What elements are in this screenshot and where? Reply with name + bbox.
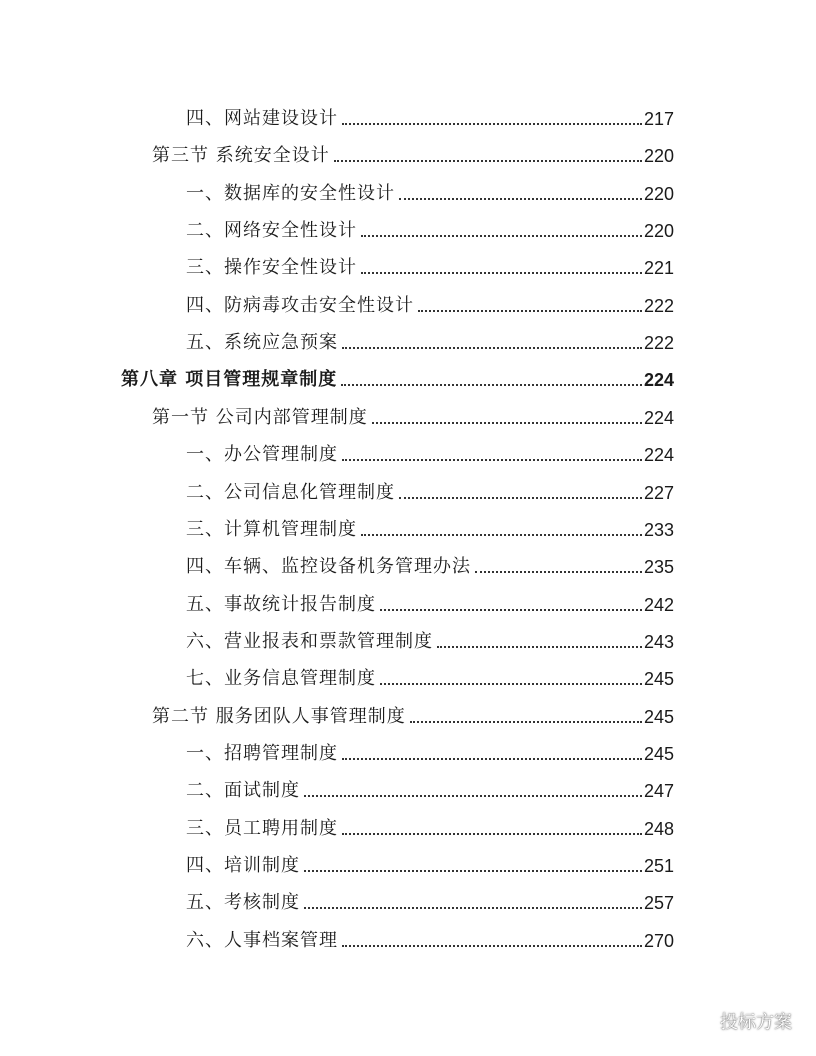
toc-entry[interactable]	[0, 324, 816, 354]
toc-entry-title: 五、事故统计报告制度	[186, 593, 376, 615]
wechat-icon	[688, 1010, 714, 1032]
toc-entry[interactable]	[0, 212, 816, 242]
toc-entry-title: 第八章 项目管理规章制度	[121, 369, 338, 391]
toc-entry[interactable]	[0, 474, 816, 504]
toc-entry[interactable]	[0, 511, 816, 541]
toc-entry-page-number: 270	[643, 930, 674, 951]
toc-entry[interactable]	[0, 660, 816, 690]
toc-entry-title: 六、营业报表和票款管理制度	[186, 630, 433, 652]
toc-dot-leader	[334, 160, 642, 162]
toc-entry-title: 四、网站建设设计	[186, 108, 338, 129]
toc-entry[interactable]	[0, 623, 816, 653]
toc-entry-title: 四、车辆、监控设备机务管理办法	[186, 556, 471, 578]
toc-dot-leader	[372, 422, 642, 424]
toc-entry[interactable]	[0, 548, 816, 578]
toc-entry-page-number: 222	[643, 295, 674, 316]
toc-dot-leader	[361, 235, 642, 237]
toc-entry-title: 第三节 系统安全设计	[152, 145, 330, 167]
toc-entry-page-number: 243	[643, 631, 674, 652]
toc-entry-title: 三、操作安全性设计	[186, 257, 357, 279]
toc-entry[interactable]	[0, 922, 816, 952]
toc-entry-page-number: 227	[643, 482, 674, 503]
toc-entry-page-number: 220	[643, 183, 674, 204]
toc-dot-leader	[304, 795, 642, 797]
toc-dot-leader	[399, 198, 642, 200]
toc-entry-title: 第一节 公司内部管理制度	[152, 406, 368, 428]
toc-dot-leader	[361, 272, 642, 274]
toc-entry-page-number: 224	[643, 370, 674, 391]
watermark-text: 投标方案	[720, 1012, 792, 1033]
toc-dot-leader	[304, 907, 642, 909]
toc-dot-leader	[399, 497, 642, 499]
toc-entry[interactable]	[0, 772, 816, 802]
toc-dot-leader	[475, 571, 642, 573]
toc-entry[interactable]	[0, 100, 816, 130]
toc-entry[interactable]	[0, 249, 816, 279]
toc-entry-title: 五、考核制度	[186, 892, 300, 914]
toc-dot-leader	[342, 123, 642, 125]
toc-dot-leader	[342, 758, 642, 760]
toc-entry-title: 七、业务信息管理制度	[186, 668, 376, 690]
toc-entry[interactable]	[0, 137, 816, 167]
toc-entry-title: 三、员工聘用制度	[186, 817, 338, 839]
toc-entry-page-number: 245	[643, 669, 674, 690]
toc-entry[interactable]	[0, 884, 816, 914]
toc-entry-title: 一、数据库的安全性设计	[186, 182, 395, 204]
toc-entry[interactable]	[0, 847, 816, 877]
toc-entry-page-number: 224	[643, 407, 674, 428]
toc-entry-page-number: 245	[643, 743, 674, 764]
toc-dot-leader	[341, 384, 642, 386]
toc-dot-leader	[342, 833, 642, 835]
toc-entry[interactable]	[0, 810, 816, 840]
toc-entry-title: 第二节 服务团队人事管理制度	[152, 705, 406, 727]
toc-entry[interactable]	[0, 287, 816, 317]
toc-dot-leader	[380, 683, 642, 685]
toc-dot-leader	[361, 534, 642, 536]
toc-dot-leader	[304, 870, 642, 872]
toc-dot-leader	[418, 310, 642, 312]
toc-entry-page-number: 248	[643, 818, 674, 839]
toc-entry-title: 二、公司信息化管理制度	[186, 481, 395, 503]
toc-entry[interactable]	[0, 586, 816, 616]
toc-entry[interactable]	[0, 698, 816, 728]
toc-dot-leader	[342, 945, 642, 947]
toc-entry-page-number: 247	[643, 781, 674, 802]
toc-entry-title: 一、招聘管理制度	[186, 742, 338, 764]
toc-entry[interactable]	[0, 361, 816, 391]
toc-entry[interactable]	[0, 436, 816, 466]
toc-entry-page-number: 251	[643, 856, 674, 876]
toc-dot-leader	[380, 609, 642, 611]
toc-entry-title: 二、网络安全性设计	[186, 220, 357, 242]
toc-dot-leader	[410, 721, 642, 723]
toc-entry-page-number: 245	[643, 706, 674, 727]
toc-entry-page-number: 222	[643, 333, 674, 354]
toc-entry-title: 二、面试制度	[186, 780, 300, 802]
toc-entry-page-number: 233	[643, 519, 674, 540]
toc-entry-title: 三、计算机管理制度	[186, 518, 357, 540]
toc-entry-page-number: 242	[643, 594, 674, 615]
toc-entry[interactable]	[0, 399, 816, 429]
toc-entry-page-number: 221	[643, 258, 674, 279]
toc-entry-page-number: 224	[643, 445, 674, 466]
toc-entry-page-number: 235	[643, 557, 674, 578]
toc-entry-title: 四、防病毒攻击安全性设计	[186, 294, 414, 316]
toc-dot-leader	[342, 459, 642, 461]
toc-entry[interactable]	[0, 175, 816, 205]
toc-entry-title: 一、办公管理制度	[186, 444, 338, 466]
toc-entry-page-number: 220	[643, 146, 674, 167]
toc-entry-page-number: 217	[643, 109, 674, 129]
toc-entry-title: 六、人事档案管理	[186, 929, 338, 951]
toc-entry-title: 四、培训制度	[186, 855, 300, 876]
toc-entry-title: 五、系统应急预案	[186, 332, 338, 354]
toc-dot-leader	[342, 347, 642, 349]
watermark	[688, 1008, 792, 1034]
toc-entry[interactable]	[0, 735, 816, 765]
toc-entry-page-number: 257	[643, 893, 674, 914]
toc-dot-leader	[437, 646, 642, 648]
toc-entry-page-number: 220	[643, 221, 674, 242]
